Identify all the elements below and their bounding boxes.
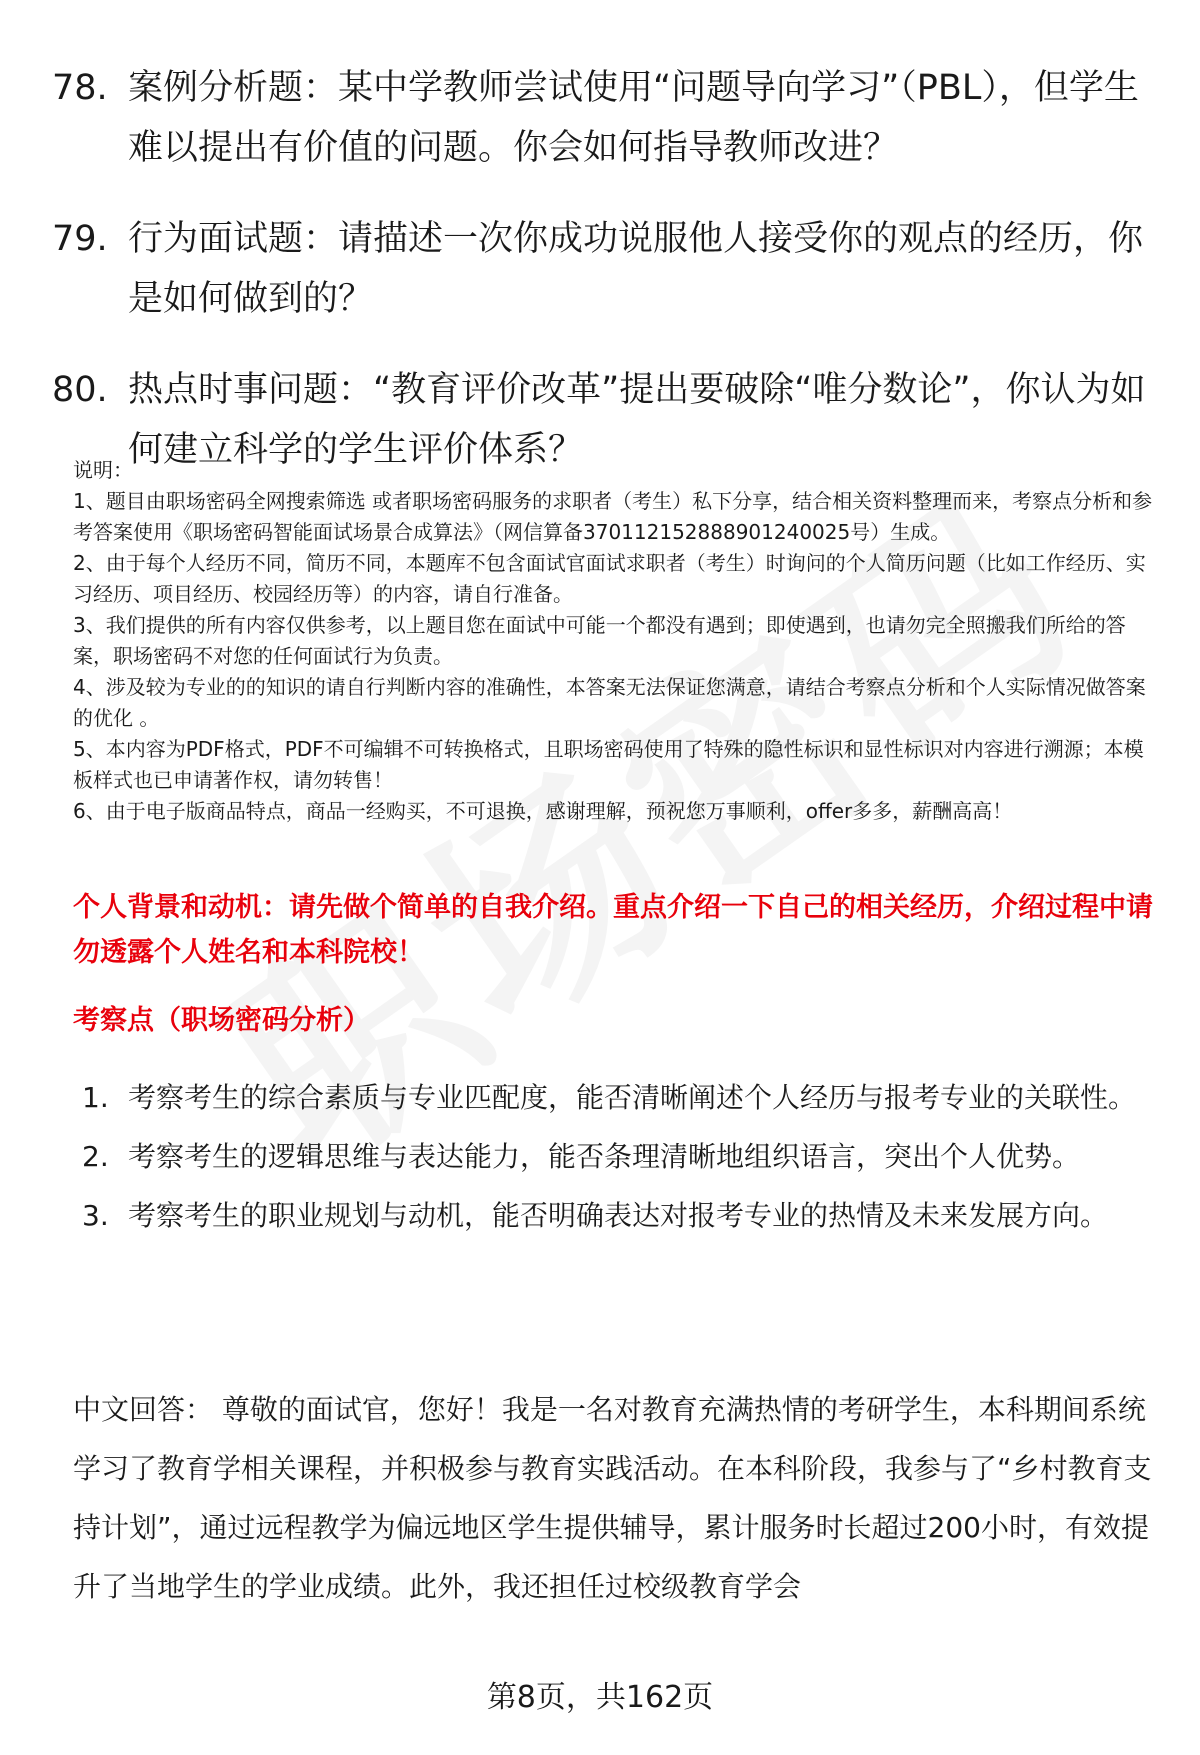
question-number: 78.: [52, 68, 108, 108]
note-item: 2、由于每个人经历不同，简历不同，本题库不包含面试官面试求职者（考生）时询问的个人简历问题（比如工作经历、实习经历、项目经历、校园经历等）的内容，请自行准备。: [73, 551, 1146, 606]
note-item: 4、涉及较为专业的的知识的请自行判断内容的准确性，本答案无法保证您满意，请结合考察点分析和个人实际情况做答案的优化 。: [73, 675, 1146, 730]
question-text: 行为面试题：请描述一次你成功说服他人接受你的观点的经历，你是如何做到的？: [128, 219, 1144, 319]
checkpoint-text: 考察考生的职业规划与动机，能否明确表达对报考专业的热情及未来发展方向。: [128, 1199, 1109, 1232]
disclaimer-notes: [73, 455, 1163, 827]
checkpoint-number: 3.: [82, 1199, 109, 1232]
question-text: 案例分析题：某中学教师尝试使用“问题导向学习”（PBL），但学生难以提出有价值的问题。你会如何指导教师改进？: [128, 68, 1139, 168]
note-item: 1、题目由职场密码全网搜索筛选 或者职场密码服务的求职者（考生）私下分享，结合相关资料整理而来，考察点分析和参考答案使用《职场密码智能面试场景合成算法》（网信算备370112152888901240025号）生成。: [73, 489, 1153, 544]
notes-title: 说明：: [73, 458, 133, 482]
question-list: [52, 58, 1162, 511]
checkpoint-item: [82, 1068, 1162, 1127]
question-text: 热点时事问题：“教育评价改革”提出要破除“唯分数论”，你认为如何建立科学的学生评价体系？: [128, 370, 1146, 470]
checkpoints-title: 考察点（职场密码分析）: [73, 1005, 370, 1036]
checkpoint-number: 1.: [82, 1081, 109, 1114]
note-item: 6、由于电子版商品特点，商品一经购买，不可退换，感谢理解，预祝您万事顺利，offer多多，薪酬高高！: [73, 799, 1013, 823]
checkpoint-item: [82, 1186, 1162, 1245]
checkpoint-text: 考察考生的综合素质与专业匹配度，能否清晰阐述个人经历与报考专业的关联性。: [128, 1081, 1137, 1114]
note-item: 5、本内容为PDF格式，PDF不可编辑不可转换格式，且职场密码使用了特殊的隐性标识和显性标识对内容进行溯源；本模板样式也已申请著作权，请勿转售！: [73, 737, 1144, 792]
checkpoint-number: 2.: [82, 1140, 109, 1173]
question-item: [52, 209, 1162, 329]
answer-paragraph: 中文回答： 尊敬的面试官，您好！我是一名对教育充满热情的考研学生，本科期间系统学习了教育学相关课程，并积极参与教育实践活动。在本科阶段，我参与了“乡村教育支持计划”，通过远程教学为偏远地区学生提供辅导，累计服务时长超过200小时，有效提升了当地学生的学业成绩。此外，我还担任过校级教育学会: [73, 1393, 1152, 1603]
question-number: 80.: [52, 370, 108, 410]
question-number: 79.: [52, 219, 108, 259]
note-item: 3、我们提供的所有内容仅供参考，以上题目您在面试中可能一个都没有遇到；即使遇到，也请勿完全照搬我们所给的答案，职场密码不对您的任何面试行为负责。: [73, 613, 1126, 668]
checkpoint-item: [82, 1127, 1162, 1186]
checkpoint-list: [82, 1068, 1162, 1245]
page-footer: 第8页，共162页: [486, 1680, 714, 1715]
checkpoint-text: 考察考生的逻辑思维与表达能力，能否条理清晰地组织语言，突出个人优势。: [128, 1140, 1081, 1173]
section-heading: 个人背景和动机：请先做个简单的自我介绍。重点介绍一下自己的相关经历，介绍过程中请勿透露个人姓名和本科院校！: [73, 892, 1153, 968]
question-item: [52, 58, 1162, 178]
